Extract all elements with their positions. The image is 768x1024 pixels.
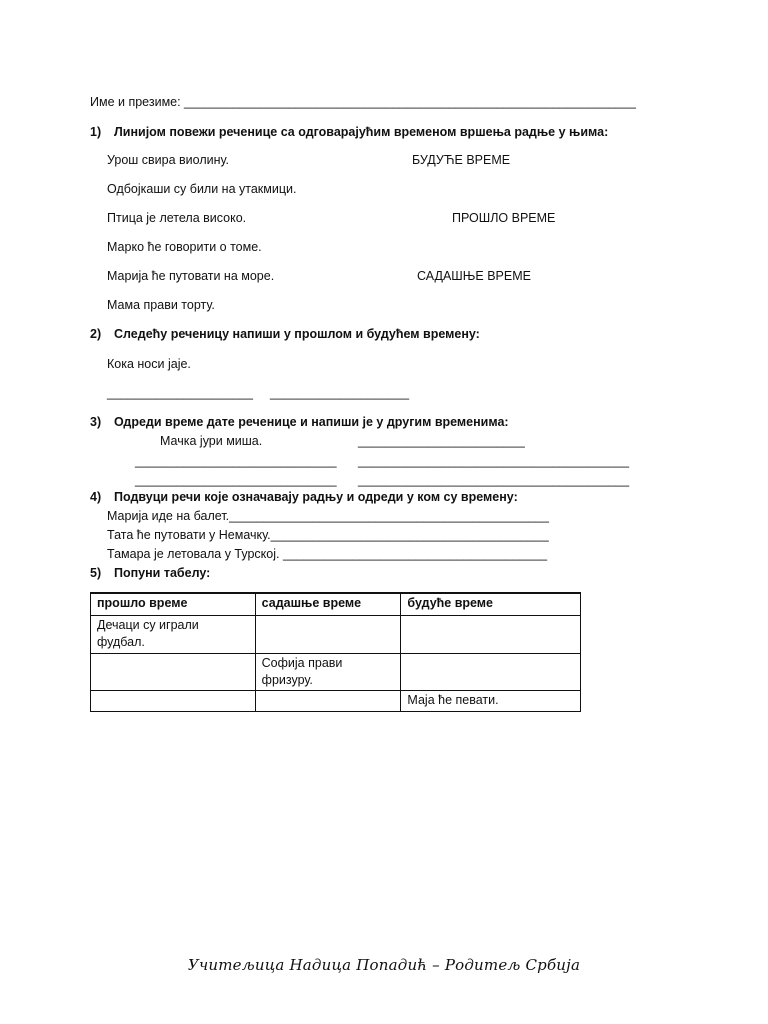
task2-number: 2): [90, 327, 102, 341]
task1-sentence: Марија ће путовати на море.: [107, 269, 275, 283]
task1-sentence: Марко ће говорити о томе.: [107, 240, 262, 254]
task1-number: 1): [90, 125, 102, 139]
task1-sentence: Мама прави торту.: [107, 298, 215, 312]
table-cell[interactable]: [255, 616, 401, 654]
name-line: Име и презиме: _________________________________________________________________: [90, 95, 636, 109]
task2-title: Следећу реченицу напиши у прошлом и будућем времену:: [114, 327, 480, 341]
table-row: [91, 616, 581, 654]
task5-number: 5): [90, 566, 102, 580]
table-row: [91, 691, 581, 712]
tense-table: [90, 592, 581, 712]
table-cell[interactable]: [255, 691, 401, 712]
task1-sentence: Одбојкаши су били на утакмици.: [107, 182, 297, 196]
table-cell[interactable]: [91, 691, 256, 712]
task4-line[interactable]: Тата ће путовати у Немачку.________________________________________: [107, 528, 549, 542]
task4-line[interactable]: Тамара је летовала у Турској. ______________________________________: [107, 547, 548, 561]
answer-blank[interactable]: _____________________________: [135, 473, 337, 487]
answer-blank[interactable]: _______________________________________: [358, 454, 630, 468]
table-cell[interactable]: [401, 654, 581, 691]
answer-blank[interactable]: ________________________: [358, 434, 525, 448]
task3-title: Одреди време дате реченице и напиши је у другим временима:: [114, 415, 509, 429]
header-present: садашње време: [255, 593, 401, 616]
task1-title: Линијом повежи реченице са одговарајућим временом вршења радње у њима:: [114, 125, 609, 139]
task4-title: Подвуци речи које означавају радњу и одреди у ком су времену:: [114, 490, 518, 504]
task3-heading: [90, 414, 509, 430]
task3-number: 3): [90, 415, 102, 429]
table-header-row: [91, 593, 581, 616]
tense-past-label: ПРОШЛО ВРЕМЕ: [452, 211, 556, 225]
task2-sentence: Кока носи јаје.: [107, 357, 191, 371]
answer-blank[interactable]: _____________________________: [135, 454, 337, 468]
table-cell[interactable]: [401, 616, 581, 654]
task4-line[interactable]: Марија иде на балет.______________________________________________: [107, 509, 549, 523]
task1-sentence: Птица је летела високо.: [107, 211, 247, 225]
answer-blank[interactable]: ____________________: [270, 386, 410, 400]
table-cell: Дечаци су играли фудбал.: [91, 616, 256, 654]
task2-heading: [90, 326, 480, 342]
header-future: будуће време: [401, 593, 581, 616]
task1-sentence: Урош свира виолину.: [107, 153, 229, 167]
table-cell: Софија прави фризуру.: [255, 654, 401, 691]
table-cell: Маја ће певати.: [401, 691, 581, 712]
answer-blank[interactable]: _______________________________________: [358, 473, 630, 487]
task5-heading: [90, 565, 210, 581]
task5-title: Попуни табелу:: [114, 566, 211, 580]
header-past: прошло време: [91, 593, 256, 616]
task1-heading: [90, 124, 608, 140]
task4-heading: [90, 489, 518, 505]
table-row: [91, 654, 581, 691]
footer-credit: Учитељица Надица Попадић – Родитељ Србија: [187, 956, 581, 974]
answer-blank[interactable]: _____________________: [107, 386, 253, 400]
table-cell[interactable]: [91, 654, 256, 691]
task3-sentence: Мачка јури миша.: [160, 434, 263, 448]
tense-present-label: САДАШЊЕ ВРЕМЕ: [417, 269, 531, 283]
task4-number: 4): [90, 490, 102, 504]
tense-future-label: БУДУЋЕ ВРЕМЕ: [412, 153, 511, 167]
